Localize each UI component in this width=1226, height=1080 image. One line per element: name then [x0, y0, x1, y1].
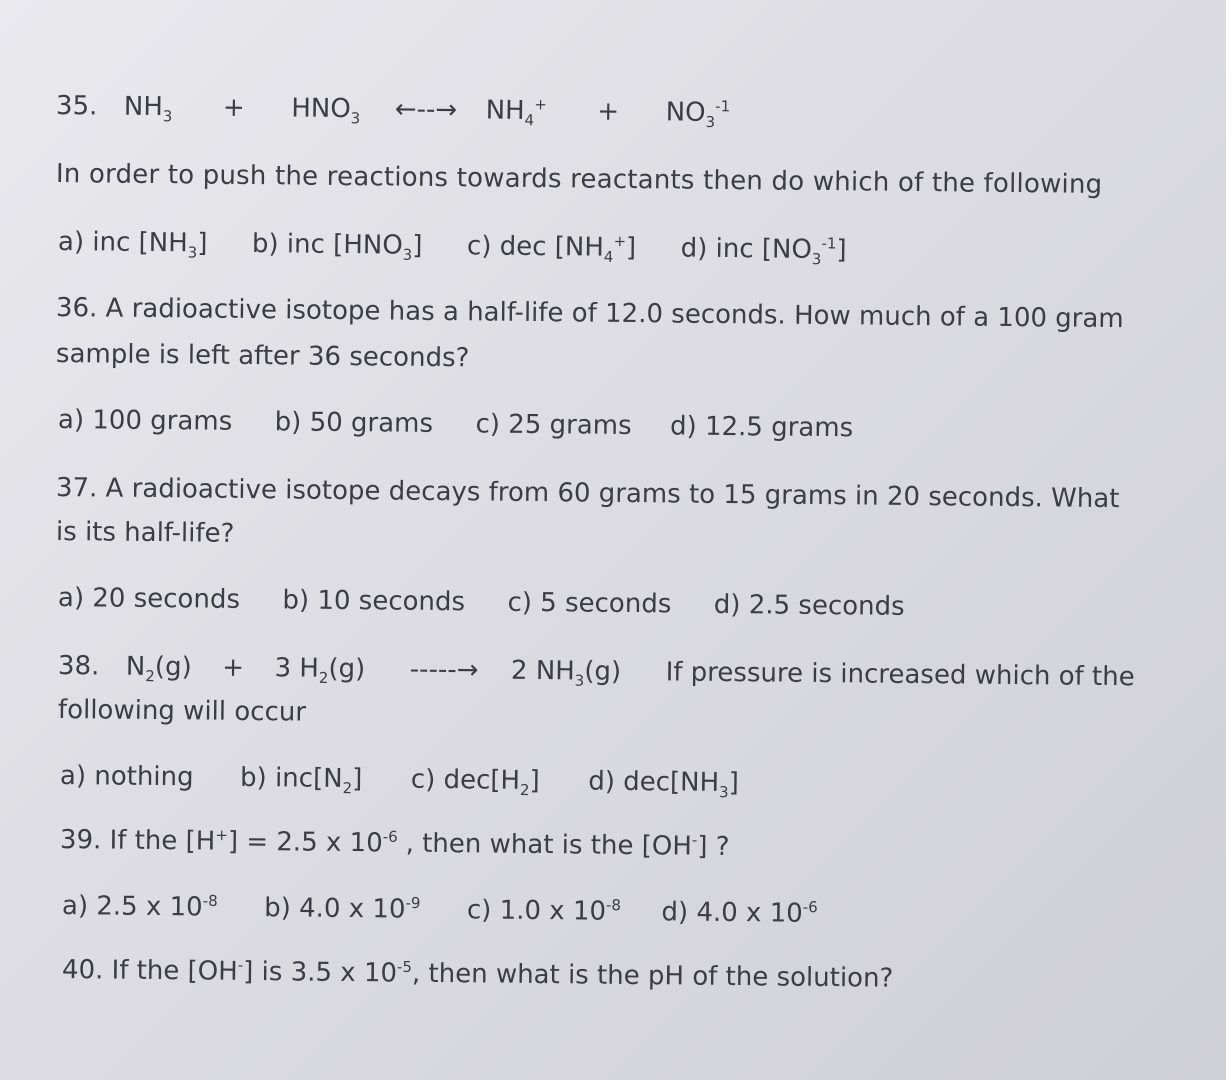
q37-question-line-1: 37. A radioactive isotope decays from 60 grams to 15 grams in 20 seconds. What [55, 473, 1120, 515]
q35-plus-2: + [597, 96, 620, 127]
q38-choice-d: d) $dec[NH_3]$ [588, 766, 740, 802]
q37-choice-a: a) 20 seconds [57, 583, 241, 615]
q37-choices [58, 582, 905, 623]
q37-choice-c: c) 5 seconds [507, 587, 672, 620]
q38-number: 38. [57, 651, 100, 682]
q38-equation [58, 650, 1135, 693]
q39-choice-b: b) 4.0 x $10^{-9}$ [264, 893, 421, 925]
q36-choice-a: a) 100 grams [57, 405, 233, 437]
q38-prompt-part-2: following will occur [57, 695, 307, 728]
q39-choices [62, 890, 818, 930]
q35-plus-1: + [222, 92, 245, 123]
q38-choice-c: c) $dec[H_2]$ [410, 764, 540, 800]
q36-choices [58, 404, 854, 444]
q38-reactant-1: $N_2(g)$ [125, 651, 192, 686]
q38-arrow: -----→ [409, 654, 479, 686]
q35-choice-a: a) inc $[NH_3]$ [57, 227, 208, 262]
q35-reactant-1: $NH_3$ [123, 91, 173, 126]
q39-choice-d: d) 4.0 x $10^{-6}$ [661, 897, 818, 929]
q36-choice-d: d) 12.5 grams [669, 411, 854, 444]
q35-choice-c: c) dec $[NH_4^+]$ [466, 231, 637, 267]
q36-choice-c: c) 25 grams [475, 409, 632, 442]
q35-choices [57, 226, 847, 269]
q35-reactant-2: $HNO_3$ [291, 93, 361, 128]
q35-product-1: $NH_4^+$ [485, 95, 547, 130]
q35-product-2: $NO_3^{-1}$ [665, 97, 731, 132]
q38-reactant-2: 3 $H_2(g)$ [274, 653, 366, 688]
q38-prompt-part-1: If pressure is increased which of the [665, 657, 1135, 693]
q37-choice-d: d) 2.5 seconds [713, 589, 905, 622]
q35-equilibrium-arrow: ←--→ [394, 94, 458, 126]
q35-prompt: In order to push the reactions towards reactants then do which of the following [55, 159, 1103, 200]
q38-plus: + [222, 652, 245, 683]
q38-choice-b: b) $inc[N_2]$ [239, 762, 363, 798]
q39-question: 39. If the [H+] = 2.5 x $10^{-6}$ , then what is the [OH-] ? [59, 825, 730, 863]
q36-choice-b: b) 50 grams [274, 407, 434, 439]
q37-choice-b: b) 10 seconds [282, 585, 466, 618]
q36-question-line-1: 36. A radioactive isotope has a half-life of 12.0 seconds. How much of a 100 gram [55, 293, 1124, 335]
q38-choice-a: a) nothing [59, 761, 194, 793]
q40-question: 40. If the [OH-] is 3.5 x $10^{-5}$, then what is the pH of the solution? [61, 955, 894, 994]
q39-choice-a: a) 2.5 x $10^{-8}$ [61, 891, 218, 923]
q35-equation [55, 90, 731, 132]
q38-product: 2 $NH_3(g)$ [510, 655, 622, 690]
q39-choice-c: c) 1.0 x $10^{-8}$ [466, 895, 622, 927]
q36-question-line-2: sample is left after 36 seconds? [55, 339, 470, 374]
q37-question-line-2: is its half-life? [55, 517, 235, 549]
q35-number: 35. [55, 91, 98, 122]
q38-choices [59, 760, 740, 802]
q35-choice-b: b) inc $[HNO_3]$ [251, 229, 423, 264]
q35-choice-d: d) inc $[NO_3^{-1}]$ [680, 233, 847, 269]
